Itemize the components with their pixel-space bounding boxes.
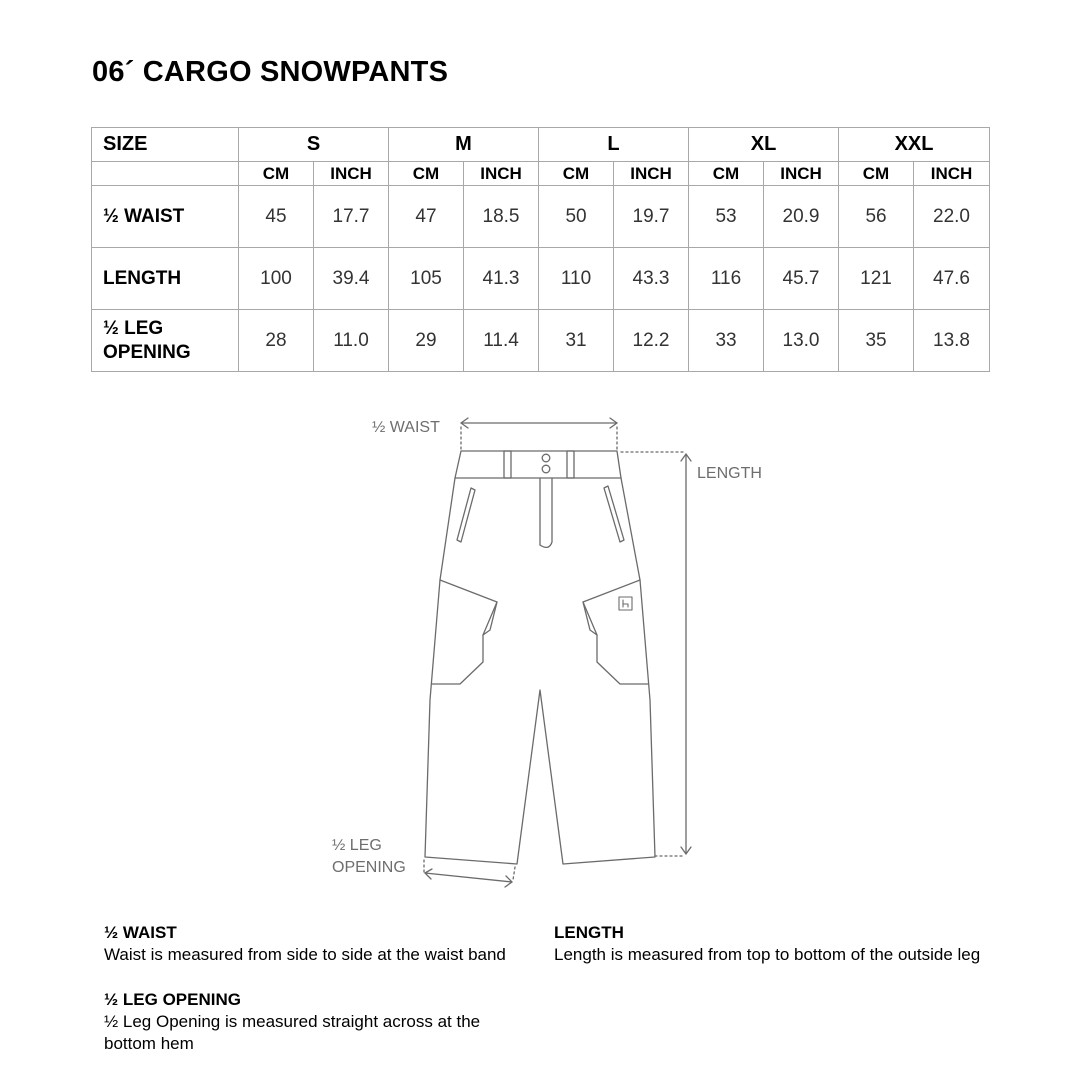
note-length — [554, 922, 994, 966]
table-cell: 53 — [689, 186, 764, 248]
table-cell: 29 — [389, 310, 464, 372]
table-cell: 56 — [839, 186, 914, 248]
table-cell: 28 — [239, 310, 314, 372]
table-cell: 31 — [539, 310, 614, 372]
note-waist-text: Waist is measured from side to side at the waist band — [104, 945, 506, 964]
unit-cm: CM — [539, 162, 614, 186]
unit-inch: INCH — [914, 162, 990, 186]
pants-outline — [425, 451, 655, 864]
table-cell: 35 — [839, 310, 914, 372]
table-cell: 45 — [239, 186, 314, 248]
table-cell: 43.3 — [614, 248, 689, 310]
table-cell: 11.4 — [464, 310, 539, 372]
table-cell: 41.3 — [464, 248, 539, 310]
leg-opening-diagram-label — [332, 835, 406, 879]
note-waist — [104, 922, 544, 966]
size-s-header: S — [239, 128, 389, 162]
size-m-header: M — [389, 128, 539, 162]
table-cell: 105 — [389, 248, 464, 310]
table-cell: 47.6 — [914, 248, 990, 310]
page-title: 06´ CARGO SNOWPANTS — [92, 56, 449, 88]
waist-diagram-label: ½ WAIST — [372, 419, 440, 436]
unit-inch: INCH — [314, 162, 389, 186]
table-cell: 17.7 — [314, 186, 389, 248]
length-diagram-label: LENGTH — [697, 465, 762, 482]
row-label-length: LENGTH — [92, 248, 239, 310]
leg-label-line1: ½ LEG — [332, 837, 382, 854]
note-leg-text: ½ Leg Opening is measured straight across at the bottom hem — [104, 1012, 481, 1053]
note-leg-opening — [104, 989, 524, 1055]
table-cell: 47 — [389, 186, 464, 248]
unit-cm: CM — [839, 162, 914, 186]
table-cell: 45.7 — [764, 248, 839, 310]
row-label-waist: ½ WAIST — [92, 186, 239, 248]
table-cell: 33 — [689, 310, 764, 372]
table-cell: 22.0 — [914, 186, 990, 248]
leg-label-line2: OPENING — [332, 859, 406, 876]
note-waist-title: ½ WAIST — [104, 923, 177, 942]
table-cell: 13.0 — [764, 310, 839, 372]
note-length-text: Length is measured from top to bottom of the outside leg — [554, 945, 981, 964]
unit-cm: CM — [689, 162, 764, 186]
size-xl-header: XL — [689, 128, 839, 162]
unit-cm: CM — [239, 162, 314, 186]
size-xxl-header: XXL — [839, 128, 990, 162]
table-cell: 39.4 — [314, 248, 389, 310]
table-cell: 19.7 — [614, 186, 689, 248]
table-cell: 11.0 — [314, 310, 389, 372]
length-measure-arrow — [621, 452, 691, 856]
table-cell: 110 — [539, 248, 614, 310]
h-logo-icon — [619, 597, 632, 610]
table-cell: 100 — [239, 248, 314, 310]
size-header-label: SIZE — [92, 128, 239, 162]
table-cell: 116 — [689, 248, 764, 310]
row-label-leg-opening: ½ LEG OPENING — [92, 310, 239, 372]
note-leg-title: ½ LEG OPENING — [104, 990, 241, 1009]
table-cell: 121 — [839, 248, 914, 310]
unit-inch: INCH — [464, 162, 539, 186]
unit-inch: INCH — [614, 162, 689, 186]
table-cell: 20.9 — [764, 186, 839, 248]
size-l-header: L — [539, 128, 689, 162]
unit-inch: INCH — [764, 162, 839, 186]
table-cell: 50 — [539, 186, 614, 248]
table-cell: 18.5 — [464, 186, 539, 248]
table-cell: 13.8 — [914, 310, 990, 372]
unit-cm: CM — [389, 162, 464, 186]
note-length-title: LENGTH — [554, 923, 624, 942]
table-cell: 12.2 — [614, 310, 689, 372]
waist-measure-arrow — [461, 418, 617, 449]
leg-opening-measure-arrow — [424, 860, 515, 887]
